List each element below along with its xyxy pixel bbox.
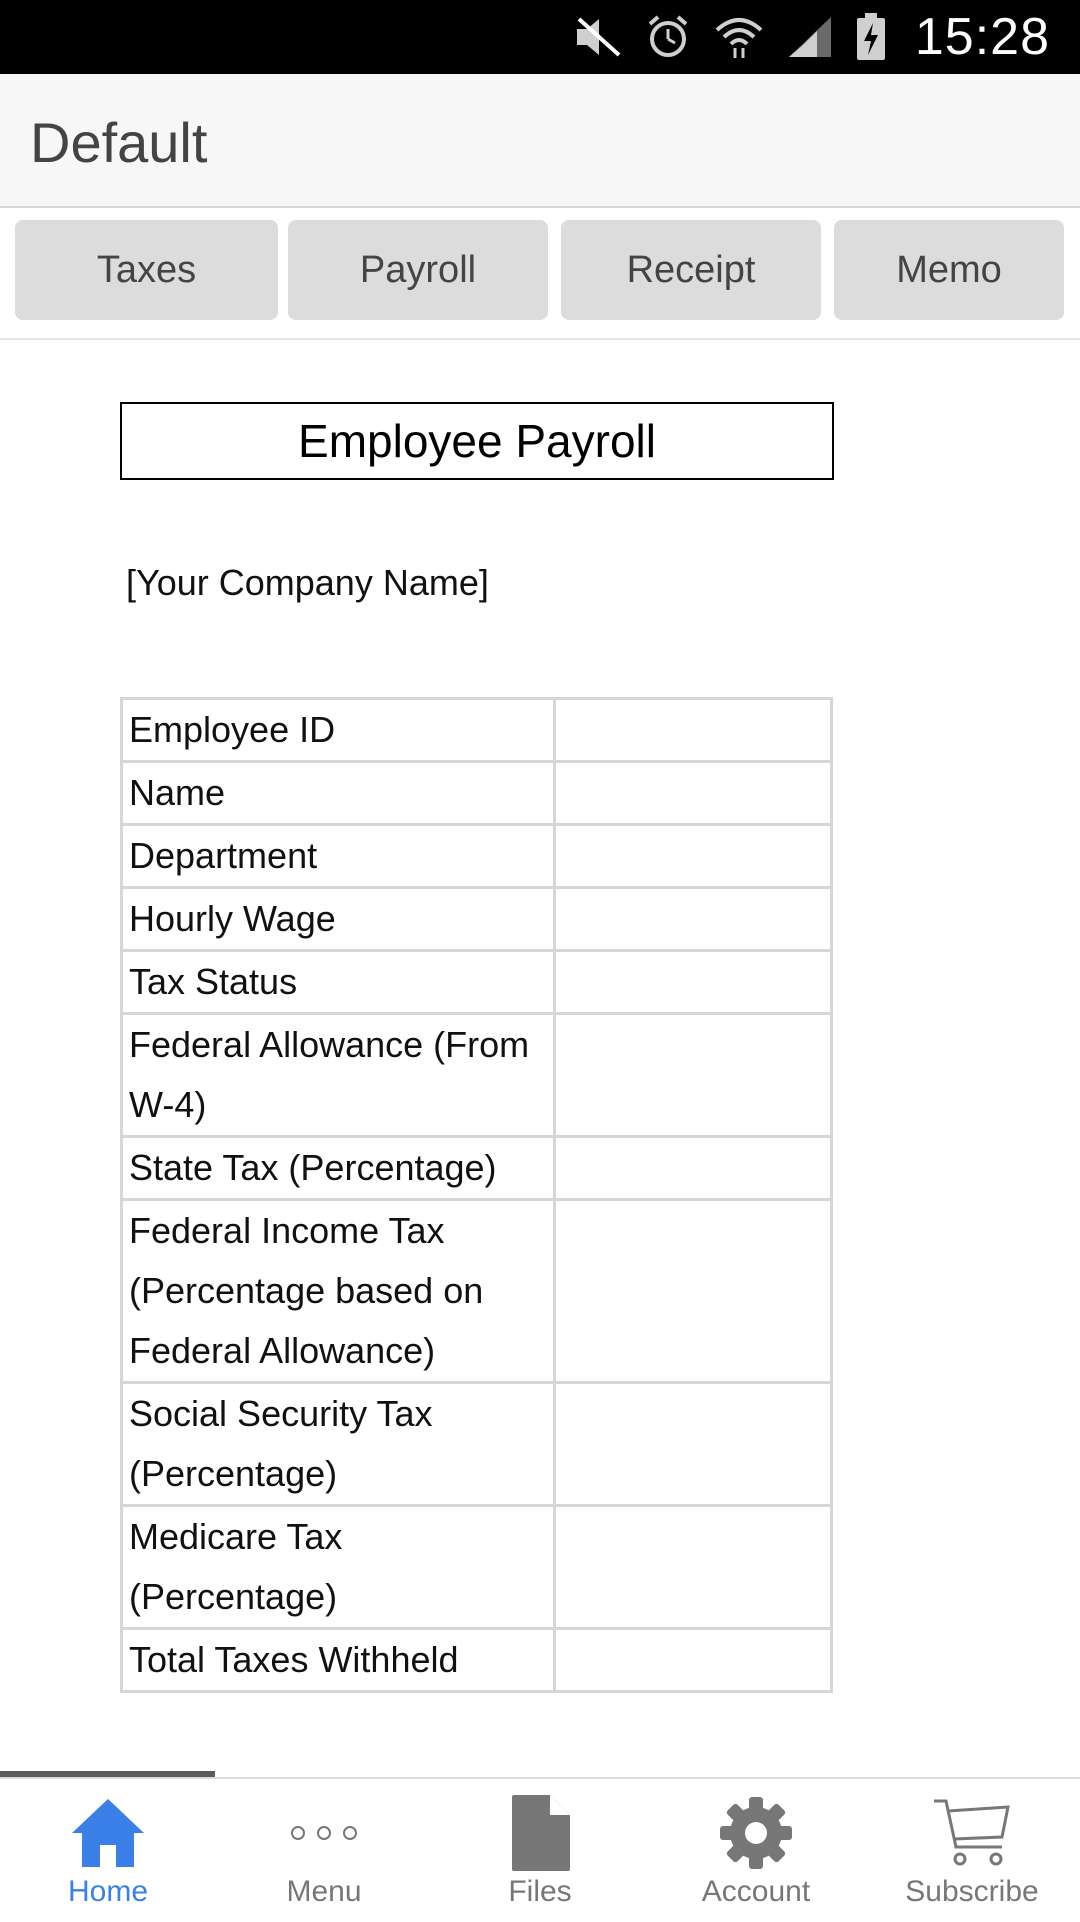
nav-menu[interactable] — [216, 1779, 432, 1922]
tab-taxes[interactable]: Taxes — [15, 220, 278, 320]
row-label: Federal Income Tax (Percentage based on Federal Allowance) — [122, 1200, 555, 1383]
row-label: Medicare Tax (Percentage) — [122, 1506, 555, 1629]
table-row — [122, 1506, 832, 1629]
row-value[interactable] — [555, 1383, 832, 1506]
status-bar — [0, 0, 1080, 74]
row-label: Tax Status — [122, 951, 555, 1014]
nav-subscribe[interactable] — [864, 1779, 1080, 1922]
row-value[interactable] — [555, 1629, 832, 1692]
row-label: Hourly Wage — [122, 888, 555, 951]
nav-label: Home — [67, 1875, 149, 1908]
row-value[interactable] — [555, 762, 832, 825]
wifi-icon — [713, 14, 765, 60]
row-label: Social Security Tax (Percentage) — [122, 1383, 555, 1506]
row-label: Total Taxes Withheld — [122, 1629, 555, 1692]
document-view[interactable] — [0, 340, 1080, 1772]
row-label: State Tax (Percentage) — [122, 1137, 555, 1200]
gear-icon — [718, 1793, 794, 1873]
tab-bar — [0, 208, 1080, 340]
row-value[interactable] — [555, 699, 832, 762]
nav-label: Menu — [286, 1875, 362, 1908]
row-value[interactable] — [555, 1137, 832, 1200]
table-row — [122, 1200, 832, 1383]
nav-label: Files — [508, 1875, 572, 1908]
table-row — [122, 825, 832, 888]
battery-icon — [855, 13, 887, 61]
table-row — [122, 951, 832, 1014]
nav-files[interactable] — [432, 1779, 648, 1922]
company-name: [Your Company Name] — [126, 562, 489, 603]
document-title: Employee Payroll — [120, 402, 834, 480]
status-time: 15:28 — [914, 8, 1050, 66]
more-dots-icon — [286, 1793, 362, 1873]
row-value[interactable] — [555, 1506, 832, 1629]
nav-home[interactable] — [0, 1779, 216, 1922]
nav-account[interactable] — [648, 1779, 864, 1922]
cart-icon — [932, 1793, 1012, 1873]
signal-icon — [787, 15, 833, 59]
payroll-table — [120, 697, 833, 1693]
bottom-nav — [0, 1777, 1080, 1922]
file-icon — [508, 1793, 572, 1873]
app-bar — [0, 74, 1080, 208]
table-row — [122, 762, 832, 825]
table-row — [122, 1014, 832, 1137]
status-icons — [573, 0, 1080, 74]
nav-label: Account — [701, 1875, 811, 1908]
row-value[interactable] — [555, 951, 832, 1014]
table-row — [122, 888, 832, 951]
row-value[interactable] — [555, 825, 832, 888]
home-icon — [70, 1793, 146, 1873]
alarm-icon — [645, 14, 691, 60]
nav-label: Subscribe — [905, 1875, 1039, 1908]
row-label: Name — [122, 762, 555, 825]
row-label: Employee ID — [122, 699, 555, 762]
row-value[interactable] — [555, 1200, 832, 1383]
table-row — [122, 1137, 832, 1200]
table-row — [122, 699, 832, 762]
row-value[interactable] — [555, 888, 832, 951]
mute-icon — [573, 15, 623, 59]
row-label: Department — [122, 825, 555, 888]
table-row — [122, 1629, 832, 1692]
table-row — [122, 1383, 832, 1506]
app-title: Default — [30, 111, 208, 174]
tab-memo[interactable]: Memo — [834, 220, 1064, 320]
row-label: Federal Allowance (From W-4) — [122, 1014, 555, 1137]
tab-payroll[interactable]: Payroll — [288, 220, 548, 320]
tab-receipt[interactable]: Receipt — [561, 220, 821, 320]
row-value[interactable] — [555, 1014, 832, 1137]
